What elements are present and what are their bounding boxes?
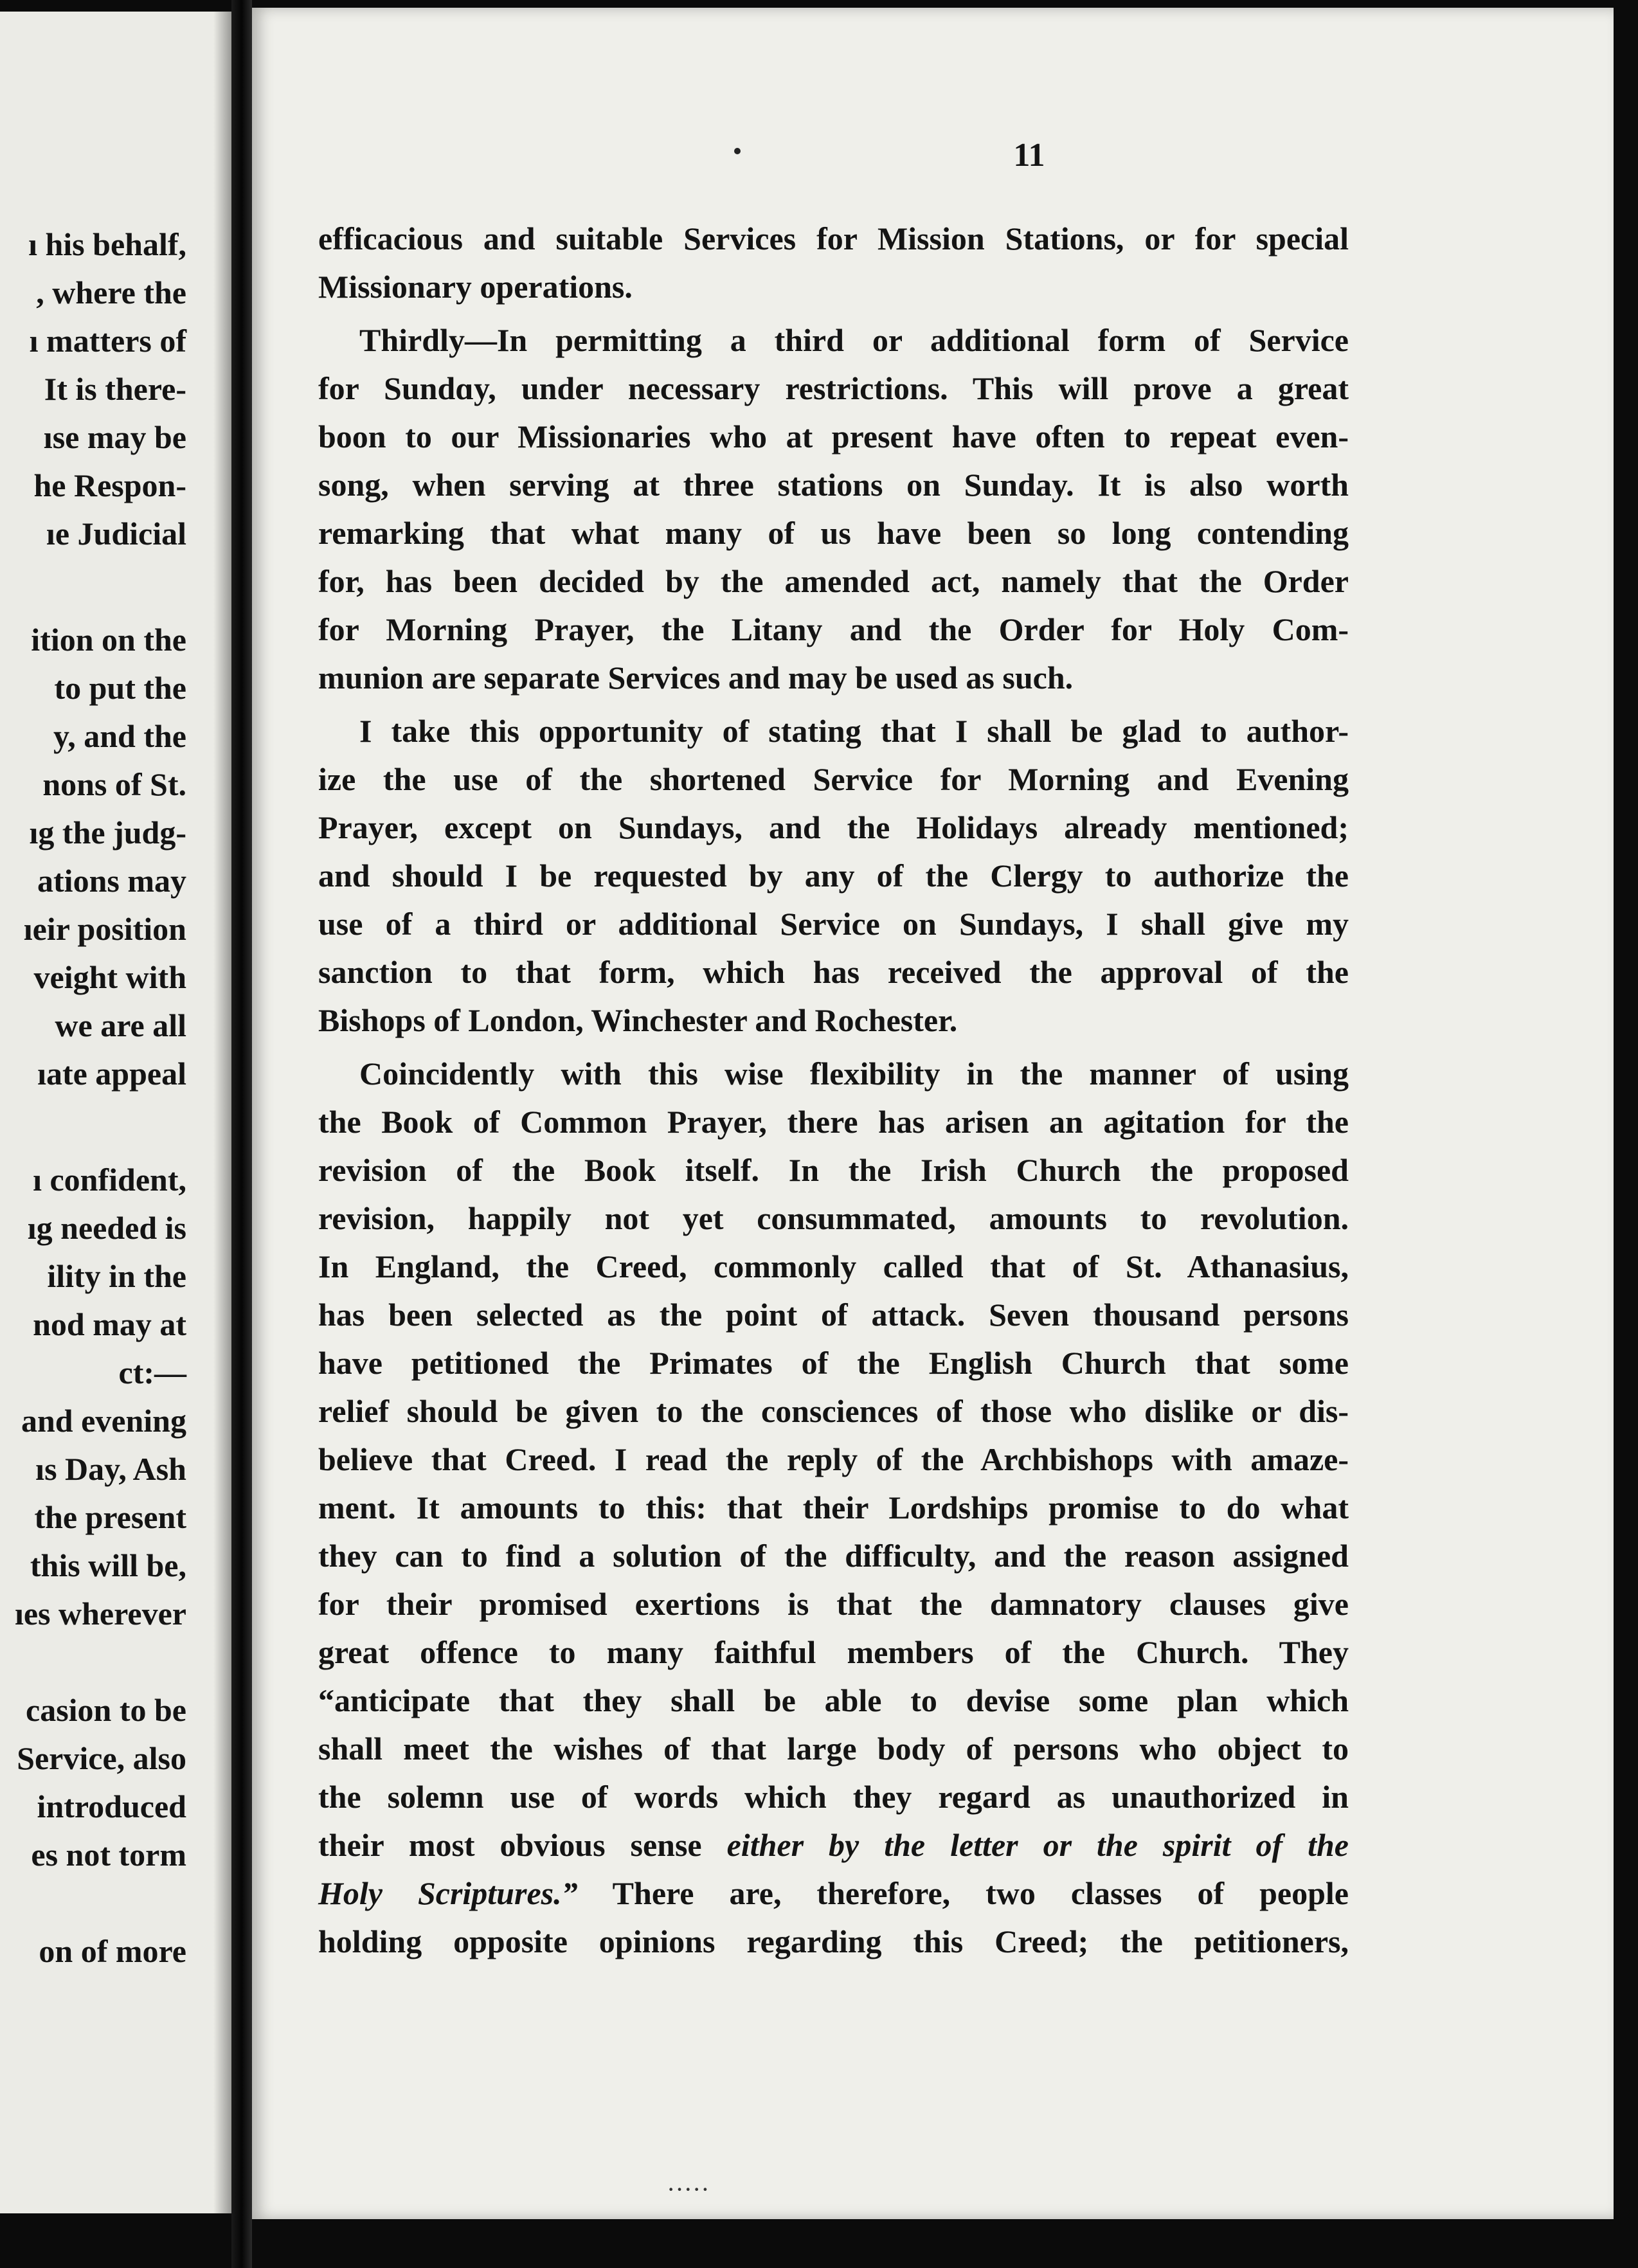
left-page-line: and evening (21, 1403, 186, 1439)
text-line: for Morning Prayer, the Litany and the Order for Holy Com- (318, 611, 1349, 647)
text-line: ment. It amounts to this: that their Lordships promise to do what (318, 1490, 1349, 1526)
left-page-line: ility in the (47, 1258, 186, 1294)
text-line: boon to our Missionaries who at present have often to repeat even- (318, 419, 1349, 455)
left-page-line: we are all (55, 1007, 186, 1043)
text-line: shall meet the wishes of that large body of persons who object to (318, 1731, 1349, 1767)
right-page (252, 8, 1614, 2219)
text-line: remarking that what many of us have been so long contending (318, 515, 1349, 551)
left-page-line: ıse may be (43, 419, 186, 455)
text-line: for, has been decided by the amended act, namely that the Order (318, 563, 1349, 599)
text-line: has been selected as the point of attack. Seven thousand persons (318, 1297, 1349, 1333)
left-page-line: casion to be (26, 1692, 186, 1728)
italic-segment: either by the letter or the spirit of the (726, 1827, 1349, 1863)
bottom-smudge: ····· (667, 2175, 710, 2204)
left-page-line: the present (34, 1499, 186, 1535)
text-line: the Book of Common Prayer, there has arisen an agitation for the (318, 1104, 1349, 1140)
body-text (318, 215, 1349, 1966)
text-line: Missionary operations. (318, 269, 633, 305)
left-page-line: ı confident, (33, 1162, 186, 1198)
text-line: they can to find a solution of the difficulty, and the reason assigned (318, 1538, 1349, 1574)
text-line: sanction to that form, which has received the approval of the (318, 954, 1349, 990)
text-line-mixed (318, 1869, 1349, 1918)
text-line: holding opposite opinions regarding this Creed; the petitioners, (318, 1923, 1349, 1959)
text-line: munion are separate Services and may be used as such. (318, 660, 1074, 696)
text-line: efficacious and suitable Services for Mission Stations, or for special (318, 221, 1349, 256)
text-line-mixed (318, 1821, 1349, 1869)
left-page-line: ı matters of (29, 323, 186, 359)
left-page-line: ıe Judicial (46, 516, 186, 552)
left-page-line: to put the (54, 670, 186, 706)
left-page-line: , where the (36, 274, 186, 310)
text-line: relief should be given to the consciences of those who dislike or dis- (318, 1393, 1349, 1429)
text-line: Bishops of London, Winchester and Rochester. (318, 1002, 958, 1038)
text-line: the solemn use of words which they regard as unauthorized in (318, 1779, 1349, 1815)
text-line: song, when serving at three stations on Sunday. It is also worth (318, 467, 1349, 503)
text-line: revision of the Book itself. In the Irish Church the proposed (318, 1152, 1349, 1188)
left-page-line: this will be, (30, 1547, 186, 1583)
left-page-line: ations may (37, 863, 186, 899)
text-line: Prayer, except on Sundays, and the Holidays already mentioned; (318, 809, 1349, 845)
italic-segment: Holy Scriptures.” (318, 1875, 578, 1911)
text-line: use of a third or additional Service on Sundays, I shall give my (318, 906, 1349, 942)
left-page-line: y, and the (53, 718, 186, 754)
text-line: I take this opportunity of stating that I shall be glad to author- (359, 713, 1349, 749)
left-page-line: Service, also (17, 1740, 186, 1776)
left-page-line: ıate appeal (37, 1056, 186, 1092)
text-segment: their most obvious sense (318, 1827, 702, 1863)
left-page-line: ıg needed is (27, 1210, 186, 1246)
page-number: 11 (1013, 137, 1045, 174)
text-segment: There are, therefore, two classes of people (612, 1875, 1349, 1911)
left-page-fragment (0, 12, 231, 2213)
text-line: In England, the Creed, commonly called that of St. Athanasius, (318, 1248, 1349, 1284)
left-page-line: nod may at (33, 1306, 186, 1342)
text-line: “anticipate that they shall be able to devise some plan which (318, 1682, 1349, 1718)
left-page-line: introduced (37, 1788, 186, 1824)
text-line: great offence to many faithful members of the Church. They (318, 1634, 1349, 1670)
text-line: and should I be requested by any of the Clergy to authorize the (318, 858, 1349, 894)
text-line: Thirdly—In permitting a third or additional form of Service (359, 322, 1349, 358)
left-page-line: on of more (39, 1933, 186, 1969)
text-line: for their promised exertions is that the damnatory clauses give (318, 1586, 1349, 1622)
left-page-line: It is there- (44, 371, 186, 407)
left-page-line: ct:— (118, 1354, 186, 1390)
text-line: ize the use of the shortened Service for Morning and Evening (318, 761, 1349, 797)
text-line: believe that Creed. I read the reply of the Archbishops with amaze- (318, 1441, 1349, 1477)
left-page-line: nons of St. (42, 766, 186, 802)
book-gutter (231, 0, 252, 2268)
left-page-line: ıes wherever (14, 1596, 186, 1632)
left-page-line: veight with (33, 959, 186, 995)
text-line: for Sundɑy, under necessary restrictions. This will prove a great (318, 370, 1349, 406)
left-page-line: ıs Day, Ash (35, 1451, 186, 1487)
left-page-line: ı his behalf, (28, 226, 186, 262)
text-line: have petitioned the Primates of the English Church that some (318, 1345, 1349, 1381)
text-line: Coincidently with this wise flexibility in the manner of using (359, 1056, 1349, 1092)
left-page-line: ıeir position (23, 911, 186, 947)
text-line: revision, happily not yet consummated, amounts to revolution. (318, 1200, 1349, 1236)
left-page-line: es not torm (31, 1837, 186, 1873)
left-page-line: ıg the judg- (29, 815, 186, 851)
left-page-line: he Respon- (33, 467, 186, 503)
left-page-line: ition on the (31, 622, 186, 658)
